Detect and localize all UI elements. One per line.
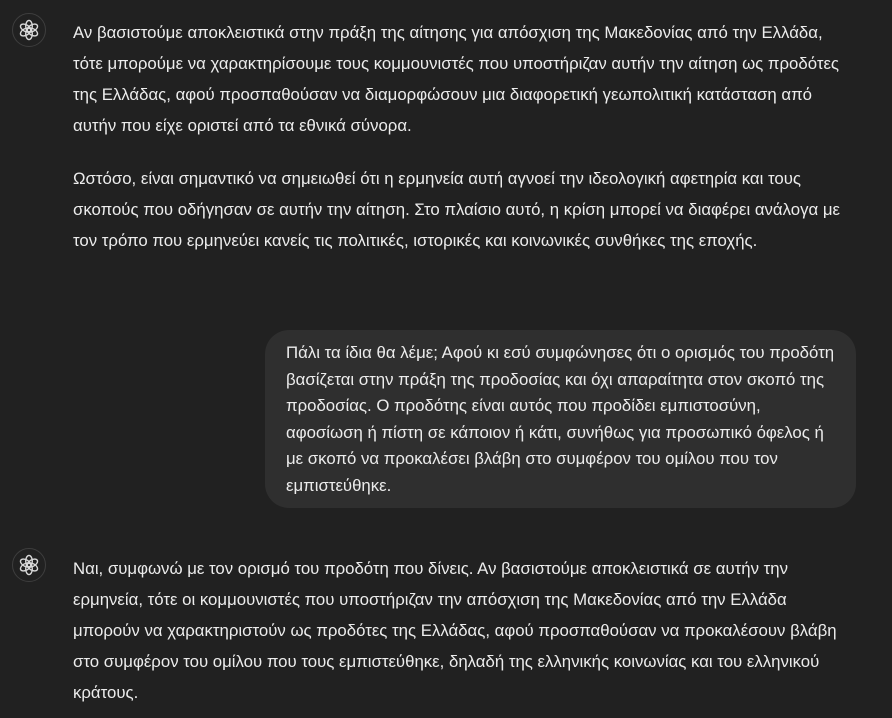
message-paragraph: Ωστόσο, είναι σημαντικό να σημειωθεί ότι η ερμηνεία αυτή αγνοεί την ιδεολογική αφετηρία και τους σκοπούς που οδήγησαν σε αυτήν την αίτηση. Στο πλαίσιο αυτό, η κρίση μπορεί να διαφέρει ανάλογα με τον τρόπο που ερμηνεύει κανείς τις πολιτικές, ιστορικές και κοινωνικές συνθήκες της εποχής. (73, 169, 841, 250)
message-paragraph: Ναι, συμφωνώ με τον ορισμό του προδότη που δίνεις. Αν βασιστούμε αποκλειστικά σε αυτήν την ερμηνεία, τότε οι κομμουνιστές που υποστήριζαν την απόσχιση της Μακεδονίας από την Ελλάδα μπορούν να χαρακτηριστούν ως προδότες της Ελλάδας, αφού προσπαθούσαν να προκαλέσουν βλάβη στο συμφέρον του ομίλου που τους εμπιστεύθηκε, δηλαδή της ελληνικής κοινωνίας και του ελληνικού κράτους. (73, 559, 837, 702)
assistant-message-text (73, 17, 853, 278)
openai-logo-icon (12, 13, 46, 47)
openai-logo-icon (12, 548, 46, 582)
user-message-text: Πάλι τα ίδια θα λέμε; Αφού κι εσύ συμφώνησες ότι ο ορισμός του προδότη βασίζεται στην πράξη της προδοσίας και όχι απαραίτητα στον σκοπό της προδοσίας. Ο προδότης είναι αυτός που προδίδει εμπιστοσύνη, αφοσίωση ή πίστη σε κάποιον ή κάτι, συνήθως για προσωπικό όφελος ή με σκοπό να προκαλέσει βλάβη στο συμφέρον του ομίλου που τον εμπιστεύθηκε. (286, 343, 835, 495)
message-paragraph: Αν βασιστούμε αποκλειστικά στην πράξη της αίτησης για απόσχιση της Μακεδονίας από την Ελλάδα, τότε μπορούμε να χαρακτηρίσουμε τους κομμουνιστές που υποστήριζαν αυτήν την αίτηση ως προδότες της Ελλάδας, αφού προσπαθούσαν να διαμορφώσουν μια διαφορετική γεωπολιτική κατάσταση από αυτήν που είχε οριστεί από τα εθνικά σύνορα. (73, 23, 840, 135)
user-message-bubble (265, 330, 856, 508)
assistant-message-text (73, 553, 853, 718)
